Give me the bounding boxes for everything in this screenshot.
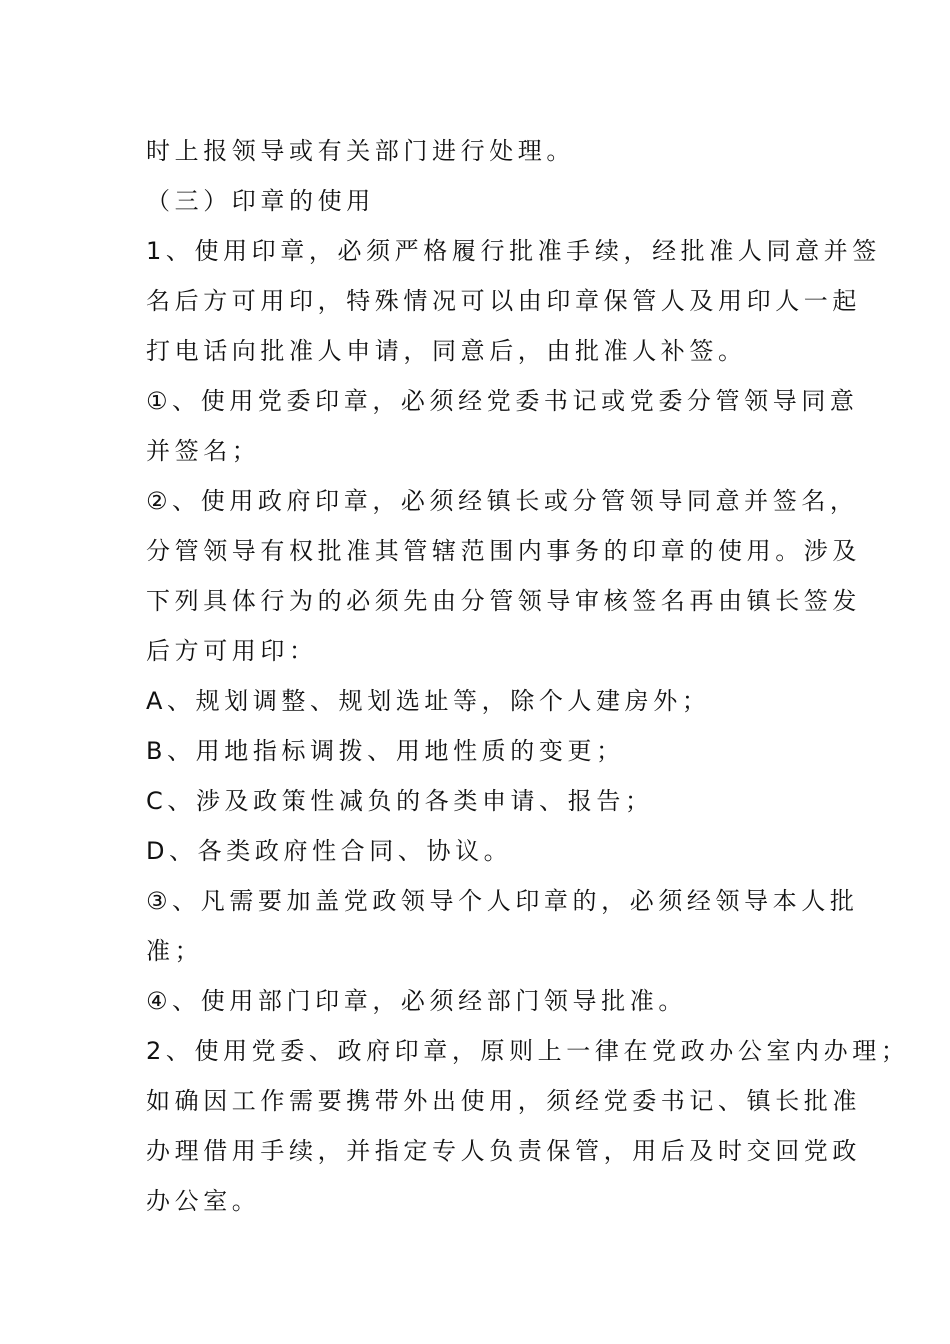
text-line: 1、使用印章，必须严格履行批准手续，经批准人同意并签	[146, 237, 881, 265]
text-line: 准；	[146, 937, 204, 965]
text-line: 下列具体行为的必须先由分管领导审核签名再由镇长签发	[146, 587, 861, 615]
text-line: ③、凡需要加盖党政领导个人印章的，必须经领导本人批	[146, 887, 859, 915]
text-line: ②、使用政府印章，必须经镇长或分管领导同意并签名，	[146, 487, 859, 515]
list-item: B、用地指标调拨、用地性质的变更；	[146, 737, 625, 765]
text-line: ①、使用党委印章，必须经党委书记或党委分管领导同意	[146, 387, 859, 415]
text-line: 时上报领导或有关部门进行处理。	[146, 137, 575, 165]
text-line: 如确因工作需要携带外出使用，须经党委书记、镇长批准	[146, 1087, 861, 1115]
text-line: 分管领导有权批准其管辖范围内事务的印章的使用。涉及	[146, 537, 861, 565]
text-line: 后方可用印：	[146, 637, 318, 665]
list-item: C、涉及政策性减负的各类申请、报告；	[146, 787, 654, 815]
section-heading: （三）印章的使用	[146, 187, 375, 215]
list-item: D、各类政府性合同、协议。	[146, 837, 513, 865]
text-line: 2、使用党委、政府印章，原则上一律在党政办公室内办理；	[146, 1037, 910, 1065]
text-line: 名后方可用印，特殊情况可以由印章保管人及用印人一起	[146, 287, 861, 315]
text-line: 办公室。	[146, 1187, 261, 1215]
text-line: ④、使用部门印章，必须经部门领导批准。	[146, 987, 687, 1015]
text-line: 并签名；	[146, 437, 261, 465]
text-line: 打电话向批准人申请，同意后，由批准人补签。	[146, 337, 747, 365]
text-line: 办理借用手续，并指定专人负责保管，用后及时交回党政	[146, 1137, 861, 1165]
list-item: A、规划调整、规划选址等，除个人建房外；	[146, 687, 711, 715]
